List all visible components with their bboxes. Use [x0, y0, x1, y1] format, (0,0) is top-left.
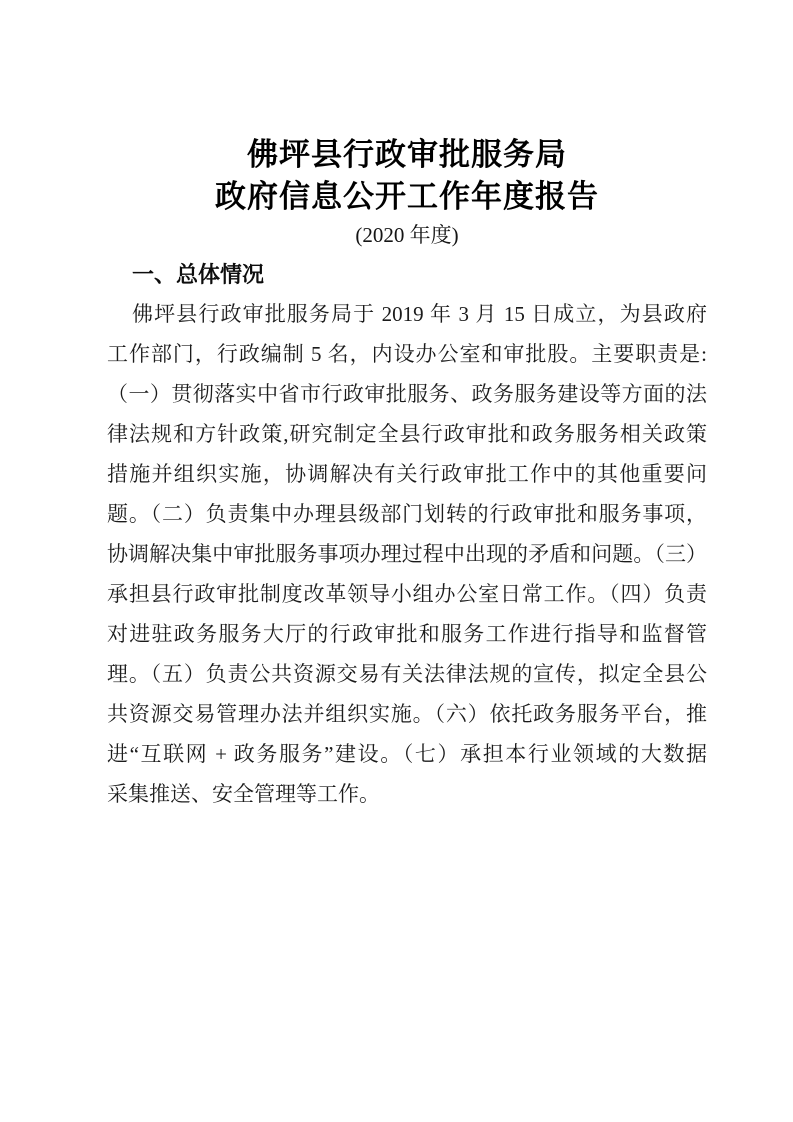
section-body	[107, 294, 707, 814]
body-line: 理。（五）负责公共资源交易有关法律法规的宣传，拟定全县公	[107, 662, 707, 686]
body-line: 工作部门，行政编制 5 名，内设办公室和审批股。主要职责是:	[107, 342, 707, 366]
body-line: 进“互联网 + 政务服务”建设。（七）承担本行业领域的大数据	[107, 742, 707, 766]
report-title-line1: 佛坪县行政审批服务局	[247, 137, 567, 172]
body-line: 协调解决集中审批服务事项办理过程中出现的矛盾和问题。（三）	[107, 542, 707, 566]
body-line: 题。（二）负责集中办理县级部门划转的行政审批和服务事项，	[107, 502, 707, 526]
report-year-subtitle: (2020 年度)	[355, 223, 459, 247]
report-title-block	[107, 0, 707, 250]
body-line: （一）贯彻落实中省市行政审批服务、政务服务建设等方面的法	[107, 382, 707, 406]
body-line: 共资源交易管理办法并组织实施。（六）依托政务服务平台，推	[107, 702, 707, 726]
section-heading: 一、总体情况	[132, 262, 265, 287]
body-line: 采集推送、安全管理等工作。	[107, 782, 380, 806]
body-line: 佛坪县行政审批服务局于 2019 年 3 月 15 日成立，为县政府	[132, 302, 707, 326]
body-line: 措施并组织实施，协调解决有关行政审批工作中的其他重要问	[107, 462, 707, 486]
body-line: 对进驻政务服务大厅的行政审批和服务工作进行指导和监督管	[107, 622, 707, 646]
report-title-line2: 政府信息公开工作年度报告	[215, 179, 599, 214]
body-line: 律法规和方针政策,研究制定全县行政审批和政务服务相关政策	[107, 422, 707, 446]
body-line: 承担县行政审批制度改革领导小组办公室日常工作。（四）负责	[107, 582, 707, 606]
